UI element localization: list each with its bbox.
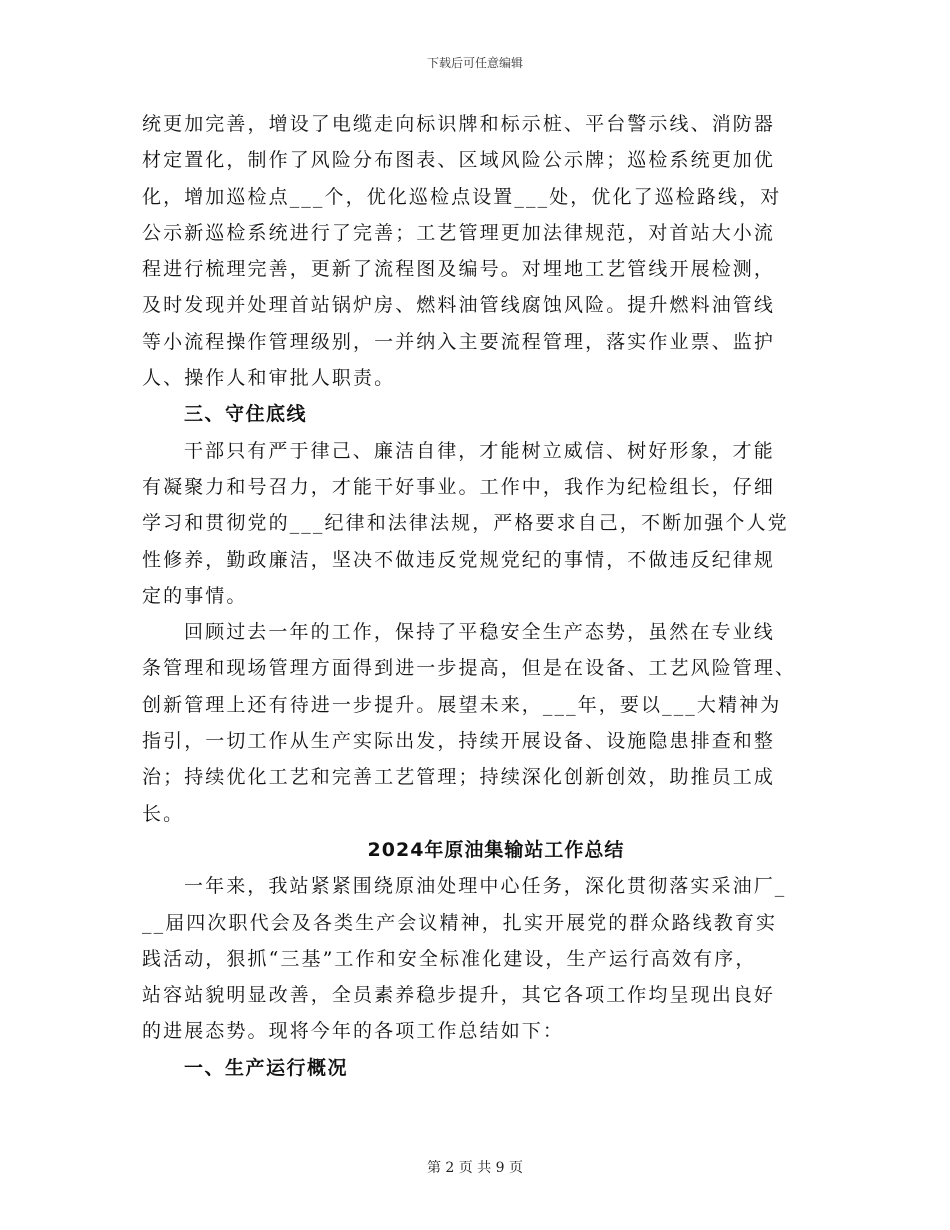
text-line: 条管理和现场管理方面得到进一步提高，但是在设备、工艺风险管理、 (142, 657, 797, 680)
text-line: 干部只有严于律己、廉洁自律，才能树立威信、树好形象，才能 (184, 439, 775, 462)
section-heading: 三、守住底线 (184, 403, 308, 426)
text-line: 等小流程操作管理级别，一并纳入主要流程管理，落实作业票、监护 (142, 330, 776, 353)
text-line: 指引，一切工作从生产实际出发，持续开展设备、设施隐患排查和整 (142, 730, 776, 753)
text-line: 人、操作人和审批人职责。 (142, 367, 396, 390)
text-line: 一年来，我站紧紧围绕原油处理中心任务，深化贯彻落实采油厂_ (184, 875, 787, 898)
text-line: 学习和贯彻党的___纪律和法律法规，严格要求自己，不断加强个人党 (142, 512, 789, 535)
text-line: 统更加完善，增设了电缆走向标识牌和标示桩、平台警示线、消防器 (142, 113, 776, 135)
text-line: 长。 (142, 802, 185, 825)
section-heading: 一、生产运行概况 (184, 1056, 349, 1079)
text-line: 定的事情。 (142, 584, 248, 607)
text-line: 回顾过去一年的工作，保持了平稳安全生产态势，虽然在专业线 (184, 621, 775, 644)
page-header: 下载后可任意编辑 (426, 56, 523, 70)
text-line: 程进行梳理完善，更新了流程图及编号。对埋地工艺管线开展检测， (142, 258, 776, 281)
text-line: 化，增加巡检点___个，优化巡检点设置___处，优化了巡检路线，对 (142, 185, 782, 208)
document-body (142, 106, 810, 1086)
text-line: 有凝聚力和号召力，才能干好事业。工作中，我作为纪检组长，仔细 (142, 475, 776, 498)
text-line: 的进展态势。现将今年的各项工作总结如下： (142, 1020, 565, 1043)
text-line: 治；持续优化工艺和完善工艺管理；持续深化创新创效，助推员工成 (142, 766, 776, 789)
text-line: 公示新巡检系统进行了完善；工艺管理更加法律规范，对首站大小流 (142, 221, 776, 244)
text-line: 及时发现并处理首站锅炉房、燃料油管线腐蚀风险。提升燃料油管线 (142, 294, 776, 317)
page-footer: 第 2 页 共 9 页 (426, 1160, 524, 1176)
text-line: 践活动，狠抓“三基”工作和安全标准化建设，生产运行高效有序， (142, 947, 757, 970)
text-line: 材定置化，制作了风险分布图表、区域风险公示牌；巡检系统更加优 (142, 149, 776, 172)
text-line: __届四次职代会及各类生产会议精神，扎实开展党的群众路线教育实 (142, 911, 778, 934)
text-line: 性修养，勤政廉洁，坚决不做违反党规党纪的事情，不做违反纪律规 (142, 548, 776, 571)
text-line: 创新管理上还有待进一步提升。展望未来，___年，要以___大精神为 (142, 693, 782, 716)
document-title: 2024年原油集输站工作总结 (367, 838, 625, 861)
text-line: 站容站貌明显改善，全员素养稳步提升，其它各项工作均呈现出良好 (142, 984, 776, 1007)
